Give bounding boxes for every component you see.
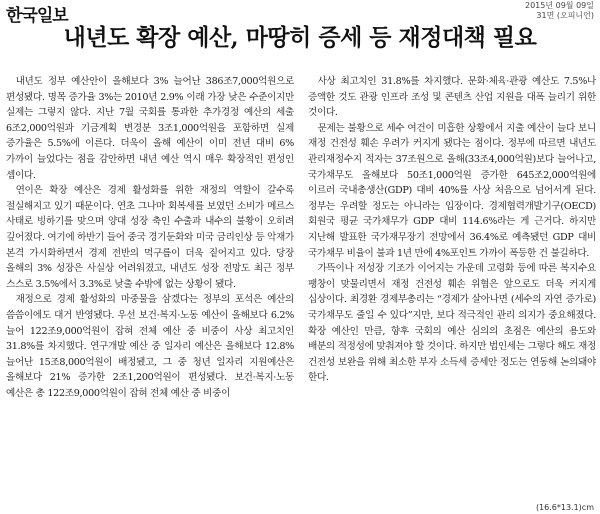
paragraph: 가뜩이나 저성장 기조가 이어지는 가운데 고령화 등에 따른 복지수요 팽창이 맞물리면서 재정 건전성 훼손 위협은 앞으로도 더욱 커지게 십상이다. 최경환 경제부총리는 “경제가 살아나면 (세수의 자연 증가로) 국가채무도 줄일 수 있다”지만, 보다 적극적인 관리 의지가 중요해졌다. 확장 예산인 만큼, 향후 국회의 예산 심의의 초점은 예산의 용도와 배분의 적정성에 맞춰져야 할 것이다. 하지만 법인세는 그렇다 해도 재정 건전성 보완을 위해 최소한 부자 소득세 증세안 정도는 연동해 논의돼야 한다. <box>308 263 596 384</box>
page-header <box>0 0 600 26</box>
paragraph: 문제는 불황으로 세수 여건이 미흡한 상황에서 지출 예산이 늘다 보니 재정 건전성 훼손 우려가 커지게 됐다는 점이다. 정부에 따르면 내년도 관리재정수지 적자는 37조원으로 올해(33조4,000억원)보다 늘어나고, 국가채무도 올해보다 50조1,000억원 증가한 645조2,000억원에 이르러 국내총생산(GDP) 대비 40%를 사상 처음으로 넘어서게 된다. 정부는 우려할 정도는 아니라는 입장이다. 경제협력개발기구(OECD) 회원국 평균 국가채무가 GDP 대비 114.6%라는 게 근거다. 하지만 지난해 발표한 국가재무장기 전망에서 36.4%로 예측됐던 GDP 대비 국가채무 비율이 불과 1년 만에 4%포인트 가까이 폭등한 건 불길하다. <box>308 122 596 259</box>
article-column-left <box>6 74 294 498</box>
dateline <box>525 1 594 21</box>
paragraph: 내년도 정부 예산안이 올해보다 3% 늘어난 386조7,000억원으로 편성됐다. 명목 증가율 3%는 2010년 2.9% 이래 가장 낮은 수준이지만 실제는 그렇지 않다. 지난 7월 국회를 통과한 추가경정 예산의 세출 6조2,000억원과 기금계획 변경분 3조1,000억원을 포함하면 실제 증가율은 5.5%에 이른다. 더욱이 올해 예산이 이미 전년 대비 6% 가까이 늘었다는 점을 감안하면 내년 예산 역시 매우 확장적인 편성인 셈이다. <box>6 76 294 181</box>
editorial-title: 내년도 확장 예산, 마땅히 증세 등 재정대책 필요 <box>63 24 537 51</box>
page-section: 31면 (오피니언) <box>536 11 594 20</box>
article-column-right <box>308 74 596 498</box>
paragraph: 연이은 확장 예산은 경제 활성화를 위한 재정의 역할이 갈수록 절실해지고 있기 때문이다. 연초 그나마 회복세를 보였던 소비가 메르스 사태로 빙하기를 맞으며 양대 성장 축인 수출과 내수의 불황이 오히려 깊어졌다. 여기에 하반기 들어 중국 경기둔화와 미국 금리인상 등 악재가 본격 가시화하면서 경제 전반의 먹구름이 더욱 짙어지고 있다. 당장 올해의 3% 성장은 사실상 어려워졌고, 내년도 성장 전망도 최근 정부 스스로 3.5%에서 3.3%로 낮출 수밖에 없는 상황이 됐다. <box>6 185 294 290</box>
paragraph: 사상 최고치인 31.8%를 차지했다. 문화·체육·관광 예산도 7.5%나 증액한 것도 관광 인프라 조성 및 콘텐츠 산업 지원을 대폭 늘리기 위한 것이다. <box>308 76 596 119</box>
newspaper-logo: 한국일보 <box>6 6 68 26</box>
article-body <box>6 74 596 498</box>
paragraph: 재정으로 경제 활성화의 마중물을 삼겠다는 정부의 포석은 예산의 씀씀이에도 대거 반영됐다. 우선 보건·복지·노동 예산이 올해보다 6.2% 늘어 122조9,000억원이 잡혀 전체 예산 중 비중이 사상 최고치인 31.8%를 차지했다. 연구개발 예산 중 일자리 예산은 올해보다 12.8% 늘어난 15조8,000억원이 배정됐고, 그 중 청년 일자리 지원예산은 올해보다 21% 증가한 2조1,200억원이 편성됐다. 보건·복지·노동 예산은 총 122조9,000억원이 잡혀 전체 예산 중 비중이 <box>6 294 294 399</box>
clipping-size: (16.6*13.1)cm <box>535 503 594 512</box>
publication-date: 2015년 09월 09일 <box>525 1 594 10</box>
